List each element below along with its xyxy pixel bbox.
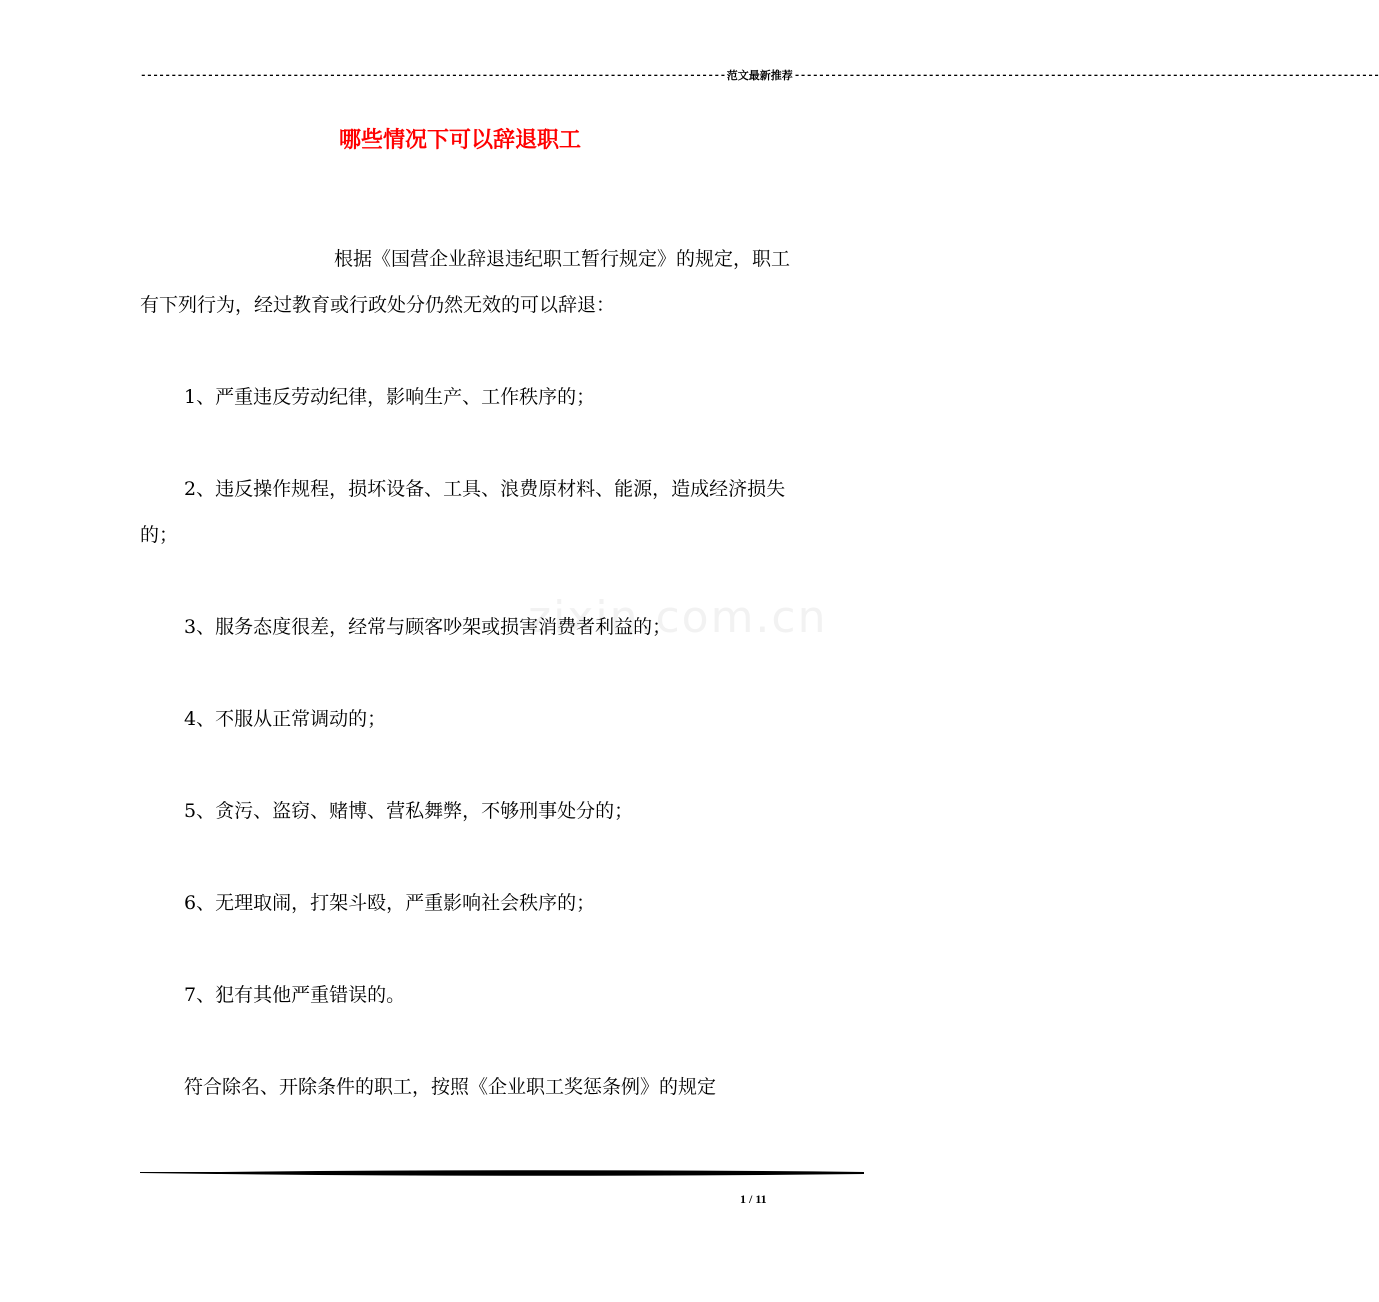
intro-paragraph: 根据《国营企业辞退违纪职工暂行规定》的规定，职工有下列行为，经过教育或行政处分仍然无效的可以辞退： (140, 248, 791, 316)
document-title: 哪些情况下可以辞退职工 (338, 128, 581, 153)
list-item-4: 4、不服从正常调动的； (184, 708, 387, 730)
list-item-5: 5、贪污、盗窃、赌博、营私舞弊，不够刑事处分的； (184, 800, 634, 822)
footer-rule (140, 1166, 864, 1180)
list-item-1: 1、严重违反劳动纪律，影响生产、工作秩序的； (184, 386, 596, 408)
closing-paragraph: 符合除名、开除条件的职工，按照《企业职工奖惩条例》的规定 (184, 1076, 717, 1098)
header-right-dashes: ------------------------------------------------------------------------------------------------ (793, 70, 1379, 82)
document-body (140, 236, 800, 1156)
list-item-6: 6、无理取闹，打架斗殴，严重影响社会秩序的； (184, 892, 596, 914)
header-label: 范文最新推荐 (726, 69, 793, 82)
list-item-2: 2、违反操作规程，损坏设备、工具、浪费原材料、能源，造成经济损失的； (140, 478, 786, 546)
watermark-text: zixin.com.cn (528, 592, 828, 643)
page-header (140, 68, 1379, 84)
header-left-dashes: ------------------------------------------------------------------------------------------------ (140, 70, 726, 82)
page-number: 1 / 11 (740, 1192, 767, 1206)
list-item-3: 3、服务态度很差，经常与顾客吵架或损害消费者利益的； (184, 616, 672, 638)
list-item-7: 7、犯有其他严重错误的。 (184, 984, 406, 1006)
